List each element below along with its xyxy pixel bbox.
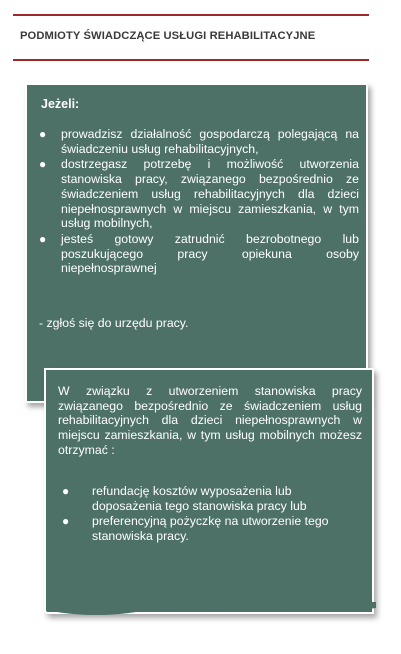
list-item	[39, 232, 359, 276]
list-item-text: preferencyjną pożyczkę na utworzenie tego stanowiska pracy.	[92, 514, 329, 544]
eligibility-list	[39, 127, 359, 277]
bullet-icon: ●	[62, 514, 70, 529]
list-item-text: dostrzegasz potrzebę i możliwość utworzenia stanowiska pracy, związanego bezpośrednio ze świadczeniem usług rehabilitacyjnych dla dzieci niepełnosprawnych w miejscu zamieszkania, w tym usług mobilnych,	[61, 157, 359, 231]
list-item	[39, 127, 359, 156]
bullet-icon: ●	[39, 157, 47, 172]
card-wave-edge	[46, 602, 376, 622]
list-item-text: jesteś gotowy zatrudnić bezrobotnego lub poszukującego pracy opiekuna osoby niepełnosprawnej	[61, 231, 359, 276]
list-item-text: refundację kosztów wyposażenia lub doposażenia tego stanowiska pracy lub	[92, 484, 307, 513]
bullet-icon: ●	[62, 484, 70, 498]
header-top-rule	[13, 14, 369, 16]
list-item	[62, 514, 362, 543]
list-item	[39, 157, 359, 231]
eligibility-card	[25, 83, 368, 403]
eligibility-lead: Jeżeli:	[41, 97, 80, 111]
list-item-text: prowadzisz działalność gospodarczą polegającą na świadczeniu usług rehabilitacyjnych,	[61, 127, 359, 156]
benefits-card	[44, 368, 374, 614]
eligibility-closing: - zgłoś się do urzędu pracy.	[39, 316, 189, 330]
list-item	[62, 484, 362, 513]
benefits-list	[62, 484, 362, 545]
page-title: PODMIOTY ŚWIADCZĄCE USŁUGI REHABILITACYJNE	[20, 30, 316, 42]
header-bottom-rule	[13, 59, 369, 61]
bullet-icon: ●	[39, 127, 47, 141]
benefits-intro: W związku z utworzeniem stanowiska pracy związanego bezpośrednio ze świadczeniem usług rehabilitacyjnych dla dzieci niepełnosprawnych w miejscu zamieszkania, w tym usług mobilnych możesz otrzymać :	[58, 384, 362, 457]
bullet-icon: ●	[39, 231, 47, 246]
